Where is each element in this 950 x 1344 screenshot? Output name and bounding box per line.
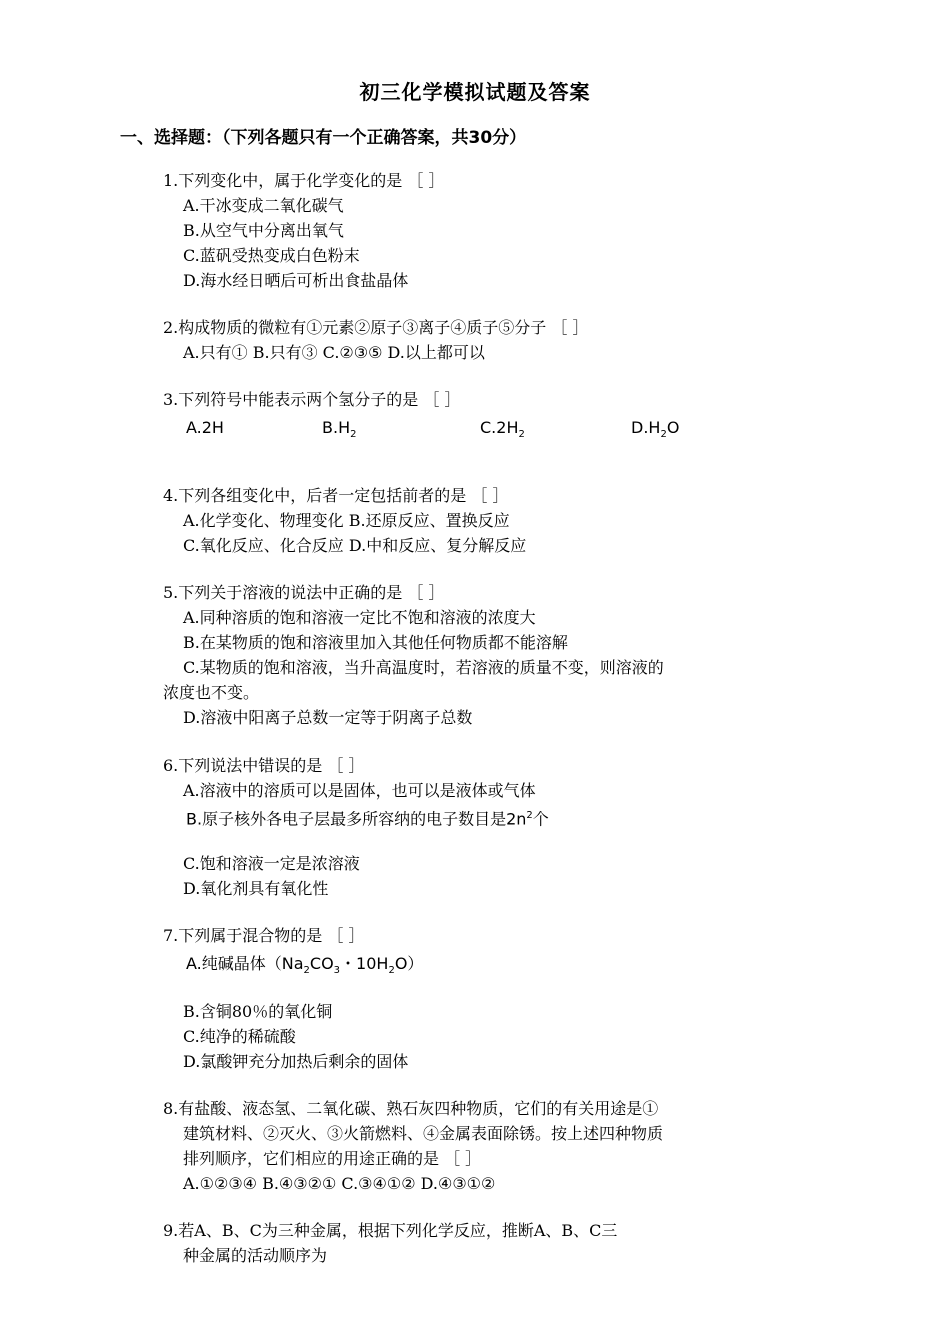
question-5-stem: 5.下列关于溶液的说法中正确的是 ［ ］ [163, 583, 445, 602]
formula-subscript: 3 [333, 965, 341, 977]
formula-text: C.2H [480, 418, 519, 437]
question-7-option-a [186, 953, 423, 982]
formula-subscript: 2 [660, 429, 667, 441]
question-7-option-d: D.氯酸钾充分加热后剩余的固体 [183, 1052, 409, 1071]
question-4-options-cd: C.氧化反应、化合反应 D.中和反应、复分解反应 [183, 536, 527, 555]
question-1-option-a: A.干冰变成二氧化碳气 [183, 196, 344, 215]
question-3-option-c [480, 418, 525, 440]
question-1-stem: 1.下列变化中，属于化学变化的是 ［ ］ [163, 171, 445, 190]
option-text: B.原子核外各电子层最多所容纳的电子数目是2n [186, 809, 527, 829]
question-6-stem: 6.下列说法中错误的是 ［ ］ [163, 756, 365, 775]
question-5-option-b: B.在某物质的饱和溶液里加入其他任何物质都不能溶解 [183, 633, 568, 652]
question-9-line2: 种金属的活动顺序为 [183, 1246, 328, 1265]
option-text: A.纯碱晶体（Na [186, 954, 304, 973]
superscript: 2 [526, 810, 533, 821]
question-6-option-d: D.氧化剂具有氧化性 [183, 879, 329, 898]
question-4-options-ab: A.化学变化、物理变化 B.还原反应、置换反应 [183, 511, 510, 530]
question-7-option-c: C.纯净的稀硫酸 [183, 1027, 296, 1046]
question-5-option-a: A.同种溶质的饱和溶液一定比不饱和溶液的浓度大 [183, 608, 536, 627]
option-text: ・10H [340, 954, 389, 973]
page-title: 初三化学模拟试题及答案 [359, 80, 591, 104]
question-3-option-b [322, 418, 356, 440]
question-1-option-c: C.蓝矾受热变成白色粉末 [183, 246, 360, 265]
option-text: O） [394, 954, 424, 973]
formula-subscript: 2 [303, 965, 310, 977]
question-2-stem: 2.构成物质的微粒有①元素②原子③离子④质子⑤分子 ［ ］ [163, 318, 589, 337]
question-7-option-b: B.含铜80％的氧化铜 [183, 1002, 333, 1021]
section-heading: 一、选择题：（下列各题只有一个正确答案，共30分） [120, 128, 527, 148]
formula-text: B.H [322, 418, 351, 437]
question-8-line3: 排列顺序，它们相应的用途正确的是 ［ ］ [183, 1149, 482, 1168]
question-7-stem: 7.下列属于混合物的是 ［ ］ [163, 926, 365, 945]
formula-text: O [666, 418, 680, 437]
question-3-stem: 3.下列符号中能表示两个氢分子的是 ［ ］ [163, 390, 461, 409]
question-9-line1: 9.若A、B、C为三种金属，根据下列化学反应，推断A、B、C三 [163, 1221, 618, 1240]
question-2-options: A.只有① B.只有③ C.②③⑤ D.以上都可以 [183, 343, 485, 362]
question-5-option-c-line2: 浓度也不变。 [163, 683, 260, 702]
question-4-stem: 4.下列各组变化中，后者一定包括前者的是 ［ ］ [163, 486, 509, 505]
option-text: CO [309, 954, 334, 973]
question-8-line1: 8.有盐酸、液态氢、二氧化碳、熟石灰四种物质，它们的有关用途是① [163, 1099, 659, 1118]
question-1-option-d: D.海水经日晒后可析出食盐晶体 [183, 271, 409, 290]
question-1-option-b: B.从空气中分离出氧气 [183, 221, 344, 240]
formula-subscript: 2 [388, 965, 395, 977]
question-6-option-c: C.饱和溶液一定是浓溶液 [183, 854, 360, 873]
formula-subscript: 2 [518, 429, 525, 441]
question-6-option-a: A.溶液中的溶质可以是固体，也可以是液体或气体 [183, 781, 536, 800]
question-3-option-a: A.2H [186, 418, 224, 437]
formula-subscript: 2 [350, 429, 357, 441]
question-6-option-b [186, 805, 549, 830]
question-8-line2: 建筑材料、②灭火、③火箭燃料、④金属表面除锈。按上述四种物质 [183, 1124, 664, 1143]
formula-text: D.H [631, 418, 661, 437]
question-3-option-d [631, 418, 679, 440]
question-5-option-d: D.溶液中阳离子总数一定等于阴离子总数 [183, 708, 473, 727]
question-8-options: A.①②③④ B.④③②① C.③④①② D.④③①② [183, 1174, 496, 1193]
option-text: 个 [532, 809, 549, 829]
question-5-option-c-line1: C.某物质的饱和溶液，当升高温度时，若溶液的质量不变，则溶液的 [183, 658, 664, 677]
